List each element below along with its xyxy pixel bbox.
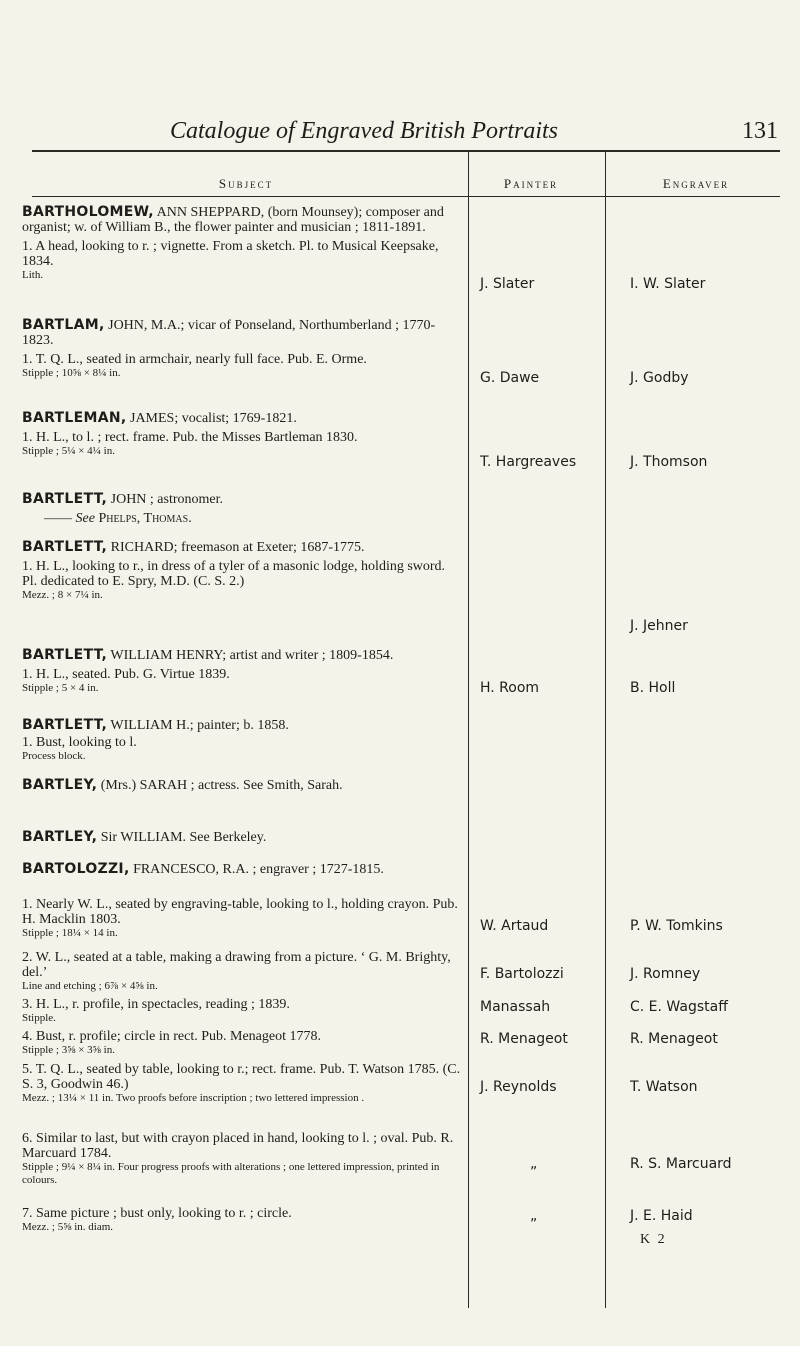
engraver-credit: T. Watson bbox=[630, 1079, 698, 1095]
portrait-description: 5. T. Q. L., seated by table, looking to r.; rect. frame. Pub. T. Watson 1785. (C. S. 3, Goodwin 46.) bbox=[22, 1062, 461, 1092]
portrait-description: 1. Bust, looking to l. bbox=[22, 735, 137, 750]
ditto-dash: —— bbox=[44, 511, 72, 526]
portrait-description: 6. Similar to last, but with crayon placed in hand, looking to l. ; oval. Pub. R. Marcuard 1784. bbox=[22, 1131, 454, 1161]
portrait-item-5 bbox=[22, 1062, 462, 1105]
sitter-name: BARTLAM, bbox=[22, 317, 105, 333]
sitter-description: Sir WILLIAM. See Berkeley. bbox=[100, 830, 267, 845]
sitter-name: BARTLETT, bbox=[22, 491, 108, 507]
entry-bartlett-richard bbox=[22, 540, 462, 602]
cross-reference bbox=[22, 511, 462, 526]
entry-bartley-sarah bbox=[22, 778, 462, 793]
medium-note: Line and etching ; 6⅞ × 4⅝ in. bbox=[22, 980, 158, 992]
painter-credit: H. Room bbox=[480, 680, 540, 696]
running-title: Catalogue of Engraved British Portraits bbox=[170, 118, 558, 144]
painter-ditto-mark: „ bbox=[530, 1208, 538, 1224]
painter-credit: J. Reynolds bbox=[480, 1079, 557, 1095]
sitter-name: BARTHOLOMEW, bbox=[22, 204, 154, 220]
column-divider-subject-painter bbox=[468, 150, 469, 1308]
portrait-description: 1. H. L., to l. ; rect. frame. Pub. the Misses Bartleman 1830. bbox=[22, 430, 358, 445]
entry-bartholomew bbox=[22, 205, 462, 282]
painter-ditto-mark: „ bbox=[530, 1156, 538, 1172]
entry-bartley-william bbox=[22, 830, 462, 845]
portrait-item-3 bbox=[22, 997, 462, 1025]
page-number: 131 bbox=[742, 118, 778, 144]
painter-credit: G. Dawe bbox=[480, 370, 540, 386]
sitter-name: BARTLEY, bbox=[22, 777, 98, 793]
engraver-credit: J. Thomson bbox=[630, 454, 708, 470]
portrait-description: 1. H. L., seated. Pub. G. Virtue 1839. bbox=[22, 667, 230, 682]
see-word: See bbox=[75, 511, 95, 526]
sitter-description: FRANCESCO, R.A. ; engraver ; 1727-1815. bbox=[133, 862, 384, 877]
medium-note: Stipple ; 5¼ × 4¼ in. bbox=[22, 445, 115, 457]
portrait-item-7 bbox=[22, 1206, 462, 1234]
medium-note: Stipple ; 9¼ × 8¼ in. Four progress proofs with alterations ; one lettered impression, printed in colours. bbox=[22, 1161, 440, 1186]
medium-note: Lith. bbox=[22, 269, 44, 281]
top-rule bbox=[32, 150, 780, 152]
portrait-description: 3. H. L., r. profile, in spectacles, reading ; 1839. bbox=[22, 997, 290, 1012]
entry-bartolozzi bbox=[22, 862, 462, 877]
entry-bartlett-john bbox=[22, 492, 462, 526]
sitter-description: WILLIAM H.; painter; b. 1858. bbox=[110, 718, 289, 733]
medium-note: Stipple ; 18¼ × 14 in. bbox=[22, 927, 118, 939]
header-rule bbox=[32, 196, 780, 197]
engraver-credit: J. Romney bbox=[630, 966, 701, 982]
subject-column-header: Subject bbox=[218, 176, 274, 191]
sitter-description: ANN SHEPPARD, (born Mounsey); composer and organist; w. of William B., the flower painter and musician ; 1811-1891. bbox=[22, 205, 444, 235]
sitter-description: JAMES; vocalist; 1769-1821. bbox=[130, 411, 297, 426]
portrait-description: 1. H. L., looking to r., in dress of a tyler of a masonic lodge, holding sword. Pl. dedicated to E. Spry, M.D. (C. S. 2.) bbox=[22, 559, 446, 589]
engraver-credit: J. Jehner bbox=[630, 618, 688, 634]
sitter-name: BARTLETT, bbox=[22, 717, 108, 733]
engraver-credit: C. E. Wagstaff bbox=[630, 999, 728, 1015]
sitter-description: RICHARD; freemason at Exeter; 1687-1775. bbox=[110, 540, 365, 555]
sitter-name: BARTLEMAN, bbox=[22, 410, 127, 426]
medium-note: Process block. bbox=[22, 750, 86, 762]
portrait-description: 7. Same picture ; bust only, looking to r. ; circle. bbox=[22, 1206, 292, 1221]
engraver-credit: J. Godby bbox=[630, 370, 689, 386]
engraver-credit: J. E. Haid bbox=[630, 1208, 693, 1224]
painter-credit: Manassah bbox=[480, 999, 551, 1015]
engraver-column-header: Engraver bbox=[662, 176, 730, 191]
medium-note: Stipple ; 10⅝ × 8¼ in. bbox=[22, 367, 121, 379]
portrait-description: 1. A head, looking to r. ; vignette. From a sketch. Pl. to Musical Keepsake, 1834. bbox=[22, 239, 439, 269]
portrait-item-2 bbox=[22, 950, 462, 993]
sitter-name: BARTLETT, bbox=[22, 647, 108, 663]
engraver-credit: I. W. Slater bbox=[630, 276, 706, 292]
sitter-description: JOHN ; astronomer. bbox=[110, 492, 224, 507]
sitter-description: (Mrs.) SARAH ; actress. See Smith, Sarah. bbox=[100, 778, 343, 793]
sitter-description: WILLIAM HENRY; artist and writer ; 1809-1854. bbox=[110, 648, 394, 663]
portrait-description: 2. W. L., seated at a table, making a drawing from a picture. ‘ G. M. Brighty, del.’ bbox=[22, 950, 451, 980]
entry-bartlett-william-h bbox=[22, 718, 462, 763]
entry-bartlett-william-henry bbox=[22, 648, 462, 695]
painter-credit: J. Slater bbox=[480, 276, 535, 292]
column-divider-painter-engraver bbox=[605, 150, 606, 1308]
painter-credit: W. Artaud bbox=[480, 918, 549, 934]
entry-bartleman bbox=[22, 411, 462, 458]
medium-note: Mezz. ; 5⅝ in. diam. bbox=[22, 1221, 114, 1233]
painter-credit: F. Bartolozzi bbox=[480, 966, 564, 982]
painter-column-header: Painter bbox=[503, 176, 559, 191]
portrait-item-4 bbox=[22, 1029, 462, 1057]
sitter-description: JOHN, M.A.; vicar of Ponseland, Northumberland ; 1770-1823. bbox=[22, 318, 436, 348]
painter-credit: T. Hargreaves bbox=[480, 454, 577, 470]
medium-note: Stipple. bbox=[22, 1012, 56, 1024]
engraver-credit: R. Menageot bbox=[630, 1031, 718, 1047]
medium-note: Mezz. ; 8 × 7¼ in. bbox=[22, 589, 103, 601]
engraver-credit: P. W. Tomkins bbox=[630, 918, 723, 934]
signature-mark: K 2 bbox=[640, 1232, 667, 1247]
sitter-name: BARTLEY, bbox=[22, 829, 98, 845]
medium-note: Mezz. ; 13¼ × 11 in. Two proofs before inscription ; two lettered impression . bbox=[22, 1092, 365, 1104]
entry-bartlam bbox=[22, 318, 462, 380]
medium-note: Stipple ; 3⅝ × 3⅝ in. bbox=[22, 1044, 115, 1056]
engraver-credit: B. Holl bbox=[630, 680, 676, 696]
portrait-description: 4. Bust, r. profile; circle in rect. Pub. Menageot 1778. bbox=[22, 1029, 321, 1044]
portrait-item-1 bbox=[22, 897, 462, 940]
cross-reference-target[interactable]: Phelps, Thomas. bbox=[98, 511, 192, 526]
engraver-credit: R. S. Marcuard bbox=[630, 1156, 732, 1172]
portrait-item-6 bbox=[22, 1131, 462, 1187]
portrait-description: 1. Nearly W. L., seated by engraving-table, looking to l., holding crayon. Pub. H. Macklin 1803. bbox=[22, 897, 458, 927]
sitter-name: BARTOLOZZI, bbox=[22, 861, 130, 877]
sitter-name: BARTLETT, bbox=[22, 539, 108, 555]
portrait-description: 1. T. Q. L., seated in armchair, nearly full face. Pub. E. Orme. bbox=[22, 352, 367, 367]
medium-note: Stipple ; 5 × 4 in. bbox=[22, 682, 99, 694]
painter-credit: R. Menageot bbox=[480, 1031, 568, 1047]
